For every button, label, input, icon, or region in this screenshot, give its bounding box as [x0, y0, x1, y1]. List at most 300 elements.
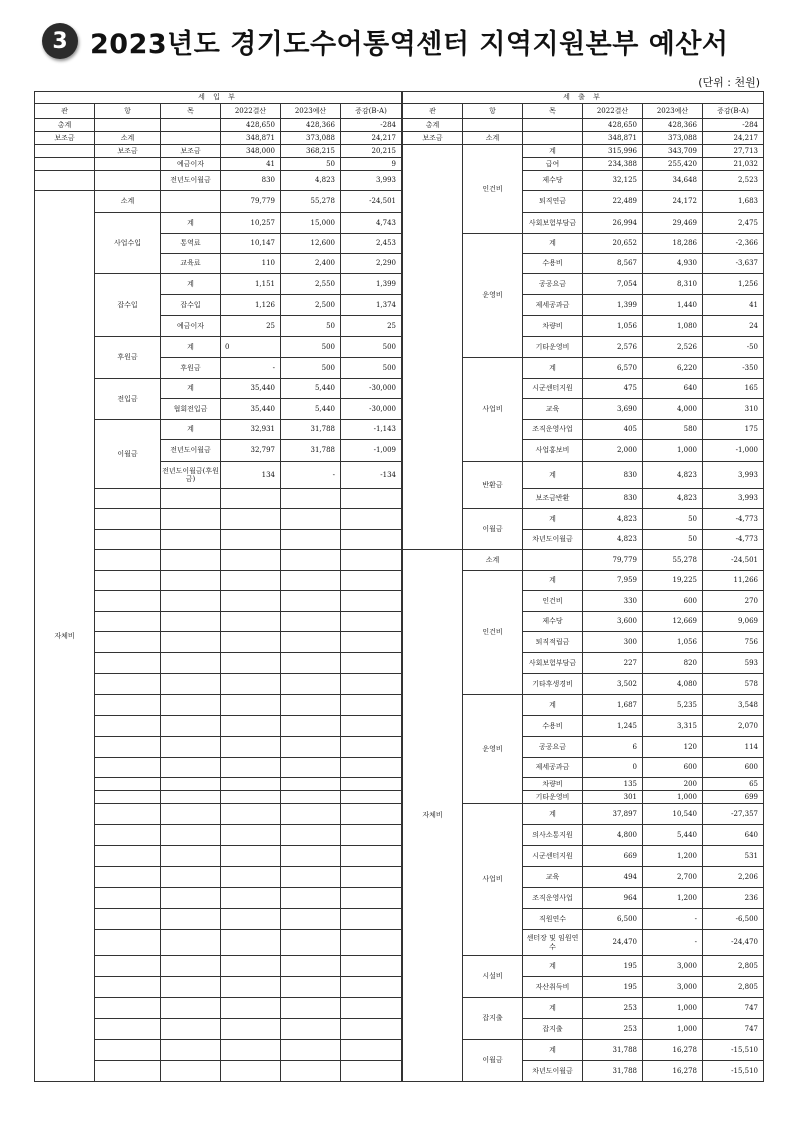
table-cell: [281, 1019, 341, 1040]
table-cell: [221, 825, 281, 846]
table-cell: 자체비: [403, 550, 463, 1082]
expenditure-column-header: 관: [403, 104, 463, 119]
table-cell: 예금이자: [161, 316, 221, 337]
table-cell: [161, 509, 221, 530]
table-cell: 110: [221, 254, 281, 274]
table-cell: 500: [281, 358, 341, 379]
table-cell: [341, 846, 402, 867]
table-cell: 차량비: [523, 778, 583, 791]
table-cell: 41: [221, 158, 281, 171]
table-cell: 인건비: [463, 145, 523, 234]
table-cell: 15,000: [281, 213, 341, 234]
table-cell: [161, 132, 221, 145]
table-cell: [161, 1061, 221, 1082]
table-cell: 50: [281, 158, 341, 171]
table-cell: -4,773: [703, 530, 764, 550]
table-cell: 227: [583, 653, 643, 674]
table-cell: 24: [703, 316, 764, 337]
table-cell: 자체비: [35, 191, 95, 1082]
table-cell: 964: [583, 888, 643, 909]
table-cell: 반환금: [463, 462, 523, 509]
table-cell: [281, 509, 341, 530]
table-row: [35, 145, 402, 158]
table-cell: 1,000: [643, 998, 703, 1019]
table-cell: 4,800: [583, 825, 643, 846]
table-cell: 보조금: [35, 132, 95, 145]
table-cell: -24,501: [341, 191, 402, 213]
table-cell: 3,000: [643, 956, 703, 977]
table-cell: 1,440: [643, 295, 703, 316]
table-cell: 제세공과금: [523, 295, 583, 316]
table-cell: 급여: [523, 158, 583, 171]
table-cell: 165: [703, 379, 764, 399]
table-cell: 6,570: [583, 358, 643, 379]
table-cell: [221, 716, 281, 737]
table-cell: 교육: [523, 399, 583, 420]
table-cell: 135: [583, 778, 643, 791]
table-cell: 공공요금: [523, 737, 583, 758]
table-cell: 175: [703, 420, 764, 440]
table-cell: 기타운영비: [523, 337, 583, 358]
table-cell: 31,788: [281, 440, 341, 462]
table-cell: [221, 674, 281, 695]
table-cell: [161, 530, 221, 550]
table-cell: [95, 571, 161, 591]
table-cell: [95, 653, 161, 674]
table-cell: 16,278: [643, 1061, 703, 1082]
table-cell: 756: [703, 632, 764, 653]
table-cell: 계: [523, 509, 583, 530]
table-cell: 79,779: [221, 191, 281, 213]
table-cell: -1,143: [341, 420, 402, 440]
table-cell: 747: [703, 998, 764, 1019]
table-cell: 8,310: [643, 274, 703, 295]
table-cell: 1,374: [341, 295, 402, 316]
table-cell: 9,069: [703, 612, 764, 632]
table-cell: [341, 674, 402, 695]
table-cell: 협회전입금: [161, 399, 221, 420]
table-cell: 5,235: [643, 695, 703, 716]
table-row: [403, 119, 764, 132]
table-cell: 6,500: [583, 909, 643, 930]
table-cell: 기타운영비: [523, 791, 583, 804]
table-cell: [161, 550, 221, 571]
table-cell: 18,286: [643, 234, 703, 254]
table-cell: 5,440: [643, 825, 703, 846]
table-cell: [281, 489, 341, 509]
table-cell: [221, 509, 281, 530]
table-cell: [95, 791, 161, 804]
table-cell: 2,526: [643, 337, 703, 358]
table-cell: [341, 695, 402, 716]
table-cell: [221, 571, 281, 591]
table-cell: [221, 653, 281, 674]
table-cell: [341, 716, 402, 737]
table-cell: 운영비: [463, 234, 523, 358]
table-cell: 1,056: [643, 632, 703, 653]
table-cell: 4,823: [643, 462, 703, 489]
table-cell: [281, 1061, 341, 1082]
table-cell: 255,420: [643, 158, 703, 171]
table-cell: 4,743: [341, 213, 402, 234]
table-cell: [221, 550, 281, 571]
table-cell: [161, 825, 221, 846]
table-cell: 20,215: [341, 145, 402, 158]
expenditure-section-title: 세 출 부: [403, 92, 764, 104]
table-cell: [341, 489, 402, 509]
table-cell: 6,220: [643, 358, 703, 379]
table-cell: 2,550: [281, 274, 341, 295]
table-cell: [341, 591, 402, 612]
table-cell: [221, 632, 281, 653]
table-cell: [281, 695, 341, 716]
table-cell: 2,475: [703, 213, 764, 234]
table-cell: [95, 674, 161, 695]
table-cell: 270: [703, 591, 764, 612]
expenditure-column-header: 항: [463, 104, 523, 119]
table-cell: [95, 632, 161, 653]
revenue-column-header: 항: [95, 104, 161, 119]
table-cell: 3,600: [583, 612, 643, 632]
table-cell: 4,823: [583, 530, 643, 550]
table-cell: 계: [161, 274, 221, 295]
section-number-badge: 3: [42, 23, 78, 59]
table-cell: 사업비: [463, 358, 523, 462]
table-cell: [281, 653, 341, 674]
table-cell: [35, 145, 95, 158]
table-cell: 494: [583, 867, 643, 888]
table-cell: 234,388: [583, 158, 643, 171]
table-cell: 34,648: [643, 171, 703, 191]
table-cell: 114: [703, 737, 764, 758]
table-cell: 잡수입: [95, 274, 161, 337]
table-cell: [95, 909, 161, 930]
table-cell: 소계: [95, 191, 161, 213]
table-cell: [95, 1019, 161, 1040]
table-cell: [341, 550, 402, 571]
revenue-column-header: 목: [161, 104, 221, 119]
table-cell: [523, 132, 583, 145]
table-cell: -: [221, 358, 281, 379]
table-cell: -15,510: [703, 1061, 764, 1082]
expenditure-column-header: 2023예산: [643, 104, 703, 119]
table-cell: -30,000: [341, 379, 402, 399]
table-cell: [161, 489, 221, 509]
table-cell: [341, 612, 402, 632]
table-cell: 1,080: [643, 316, 703, 337]
table-cell: 4,823: [281, 171, 341, 191]
table-cell: 820: [643, 653, 703, 674]
table-cell: 300: [583, 632, 643, 653]
table-cell: [95, 489, 161, 509]
table-cell: [221, 846, 281, 867]
table-cell: 계: [523, 358, 583, 379]
table-cell: 2,576: [583, 337, 643, 358]
table-cell: -: [281, 462, 341, 489]
table-cell: -134: [341, 462, 402, 489]
table-cell: [221, 1019, 281, 1040]
table-cell: [161, 758, 221, 778]
table-cell: 428,650: [221, 119, 281, 132]
table-cell: -3,637: [703, 254, 764, 274]
table-cell: 8,567: [583, 254, 643, 274]
page-header: [42, 18, 729, 64]
table-cell: 계: [523, 695, 583, 716]
table-cell: [221, 791, 281, 804]
table-cell: 잡수입: [161, 295, 221, 316]
table-cell: 1,000: [643, 1019, 703, 1040]
table-cell: 1,399: [341, 274, 402, 295]
table-cell: 600: [643, 591, 703, 612]
table-cell: 1,200: [643, 888, 703, 909]
table-cell: 계: [523, 145, 583, 158]
table-cell: 통역료: [161, 234, 221, 254]
table-cell: 3,993: [341, 171, 402, 191]
table-cell: 수용비: [523, 254, 583, 274]
table-cell: [341, 530, 402, 550]
table-cell: 1,151: [221, 274, 281, 295]
table-cell: [281, 591, 341, 612]
table-cell: 669: [583, 846, 643, 867]
table-cell: 50: [281, 316, 341, 337]
table-cell: [161, 998, 221, 1019]
table-cell: 24,217: [703, 132, 764, 145]
table-cell: [403, 145, 463, 550]
table-cell: 4,930: [643, 254, 703, 274]
table-cell: [161, 716, 221, 737]
table-cell: -350: [703, 358, 764, 379]
table-cell: [95, 591, 161, 612]
table-cell: 20,652: [583, 234, 643, 254]
table-cell: 사회보험부담금: [523, 653, 583, 674]
budget-tables: [34, 91, 762, 1082]
table-cell: 32,125: [583, 171, 643, 191]
table-cell: [95, 550, 161, 571]
table-cell: [161, 846, 221, 867]
table-cell: 428,366: [281, 119, 341, 132]
table-cell: [281, 791, 341, 804]
table-cell: 3,993: [703, 489, 764, 509]
table-cell: [161, 791, 221, 804]
table-cell: -15,510: [703, 1040, 764, 1061]
table-cell: [341, 956, 402, 977]
table-cell: 3,690: [583, 399, 643, 420]
table-cell: [523, 550, 583, 571]
table-cell: 계: [161, 420, 221, 440]
table-cell: 373,088: [281, 132, 341, 145]
table-cell: 310: [703, 399, 764, 420]
table-cell: 253: [583, 998, 643, 1019]
table-cell: 200: [643, 778, 703, 791]
table-cell: [221, 804, 281, 825]
table-cell: 368,215: [281, 145, 341, 158]
table-cell: [341, 977, 402, 998]
table-cell: 소계: [95, 132, 161, 145]
table-cell: 640: [703, 825, 764, 846]
table-cell: [281, 867, 341, 888]
revenue-column-header: 증감(B-A): [341, 104, 402, 119]
table-cell: [95, 758, 161, 778]
table-cell: 계: [161, 379, 221, 399]
table-cell: 후원금: [161, 358, 221, 379]
table-cell: 2,500: [281, 295, 341, 316]
table-cell: 35,440: [221, 379, 281, 399]
table-cell: [161, 119, 221, 132]
table-cell: 699: [703, 791, 764, 804]
table-cell: [161, 867, 221, 888]
table-cell: 1,000: [643, 440, 703, 462]
table-cell: 사회보험부담금: [523, 213, 583, 234]
table-cell: 이월금: [463, 1040, 523, 1082]
table-cell: 2,805: [703, 956, 764, 977]
unit-label: (단위 : 천원): [698, 76, 760, 89]
table-cell: [95, 825, 161, 846]
table-cell: 조직운영사업: [523, 420, 583, 440]
table-cell: 1,683: [703, 191, 764, 213]
table-cell: [341, 791, 402, 804]
table-cell: 12,600: [281, 234, 341, 254]
table-cell: 65: [703, 778, 764, 791]
table-cell: [95, 778, 161, 791]
table-cell: [341, 632, 402, 653]
table-cell: 1,687: [583, 695, 643, 716]
table-cell: [341, 778, 402, 791]
table-cell: [95, 509, 161, 530]
table-cell: 예금이자: [161, 158, 221, 171]
table-cell: [95, 930, 161, 956]
table-cell: 11,266: [703, 571, 764, 591]
table-cell: [221, 695, 281, 716]
table-cell: 수용비: [523, 716, 583, 737]
table-cell: 1,399: [583, 295, 643, 316]
table-cell: [281, 530, 341, 550]
table-cell: 12,669: [643, 612, 703, 632]
table-cell: 잡지출: [463, 998, 523, 1040]
table-cell: 19,225: [643, 571, 703, 591]
table-cell: [281, 550, 341, 571]
table-cell: [341, 909, 402, 930]
table-cell: 3,315: [643, 716, 703, 737]
table-cell: 22,489: [583, 191, 643, 213]
table-cell: 348,871: [583, 132, 643, 145]
table-cell: 제수당: [523, 612, 583, 632]
table-cell: 이월금: [95, 420, 161, 489]
table-cell: 1,056: [583, 316, 643, 337]
table-cell: 계: [523, 1040, 583, 1061]
table-cell: 차년도이월금: [523, 1061, 583, 1082]
table-cell: [221, 591, 281, 612]
table-cell: [95, 158, 161, 171]
table-cell: 7,054: [583, 274, 643, 295]
table-cell: [161, 737, 221, 758]
table-cell: 1,126: [221, 295, 281, 316]
table-cell: -1,009: [341, 440, 402, 462]
table-cell: 자산취득비: [523, 977, 583, 998]
table-cell: 10,540: [643, 804, 703, 825]
table-cell: [161, 591, 221, 612]
table-cell: [95, 804, 161, 825]
table-cell: [341, 998, 402, 1019]
table-cell: [35, 171, 95, 191]
table-cell: 79,779: [583, 550, 643, 571]
table-cell: 120: [643, 737, 703, 758]
table-cell: [221, 930, 281, 956]
table-cell: 500: [341, 337, 402, 358]
table-cell: [221, 1040, 281, 1061]
table-cell: -30,000: [341, 399, 402, 420]
table-cell: -4,773: [703, 509, 764, 530]
table-cell: 343,709: [643, 145, 703, 158]
table-cell: [221, 888, 281, 909]
table-cell: [161, 909, 221, 930]
table-cell: [341, 888, 402, 909]
table-cell: 계: [161, 213, 221, 234]
table-cell: 134: [221, 462, 281, 489]
table-cell: [281, 571, 341, 591]
table-cell: 2,700: [643, 867, 703, 888]
table-cell: 4,000: [643, 399, 703, 420]
table-cell: [95, 1061, 161, 1082]
table-cell: 조직운영사업: [523, 888, 583, 909]
table-cell: 계: [523, 462, 583, 489]
table-cell: [341, 825, 402, 846]
table-cell: -1,000: [703, 440, 764, 462]
table-cell: 6: [583, 737, 643, 758]
table-cell: [221, 998, 281, 1019]
table-cell: 전입금: [95, 379, 161, 420]
table-cell: 10,147: [221, 234, 281, 254]
table-cell: 7,959: [583, 571, 643, 591]
table-cell: 총계: [403, 119, 463, 132]
table-cell: -284: [341, 119, 402, 132]
expenditure-column-header: 증감(B-A): [703, 104, 764, 119]
table-cell: [95, 998, 161, 1019]
table-cell: 2,453: [341, 234, 402, 254]
table-cell: [95, 888, 161, 909]
table-cell: [341, 653, 402, 674]
table-cell: 센터장 및 임원연수: [523, 930, 583, 956]
table-row: [35, 191, 402, 213]
table-cell: [161, 888, 221, 909]
table-cell: 3,502: [583, 674, 643, 695]
table-cell: 시군센터지원: [523, 379, 583, 399]
table-cell: 4,823: [583, 509, 643, 530]
table-cell: [35, 158, 95, 171]
table-cell: [281, 825, 341, 846]
table-cell: 의사소통지원: [523, 825, 583, 846]
table-cell: [281, 846, 341, 867]
table-cell: 2,070: [703, 716, 764, 737]
table-cell: [221, 909, 281, 930]
table-cell: 사업비: [463, 804, 523, 956]
table-cell: -24,470: [703, 930, 764, 956]
table-cell: 500: [341, 358, 402, 379]
table-cell: -284: [703, 119, 764, 132]
revenue-table: [34, 91, 402, 1082]
table-cell: [281, 1040, 341, 1061]
table-cell: [341, 930, 402, 956]
expenditure-table: [402, 91, 764, 1082]
table-cell: 640: [643, 379, 703, 399]
table-cell: [161, 695, 221, 716]
table-cell: [281, 612, 341, 632]
table-cell: [161, 632, 221, 653]
table-cell: 348,000: [221, 145, 281, 158]
table-cell: 2,290: [341, 254, 402, 274]
table-cell: 1,245: [583, 716, 643, 737]
table-cell: [161, 191, 221, 213]
table-cell: [221, 737, 281, 758]
